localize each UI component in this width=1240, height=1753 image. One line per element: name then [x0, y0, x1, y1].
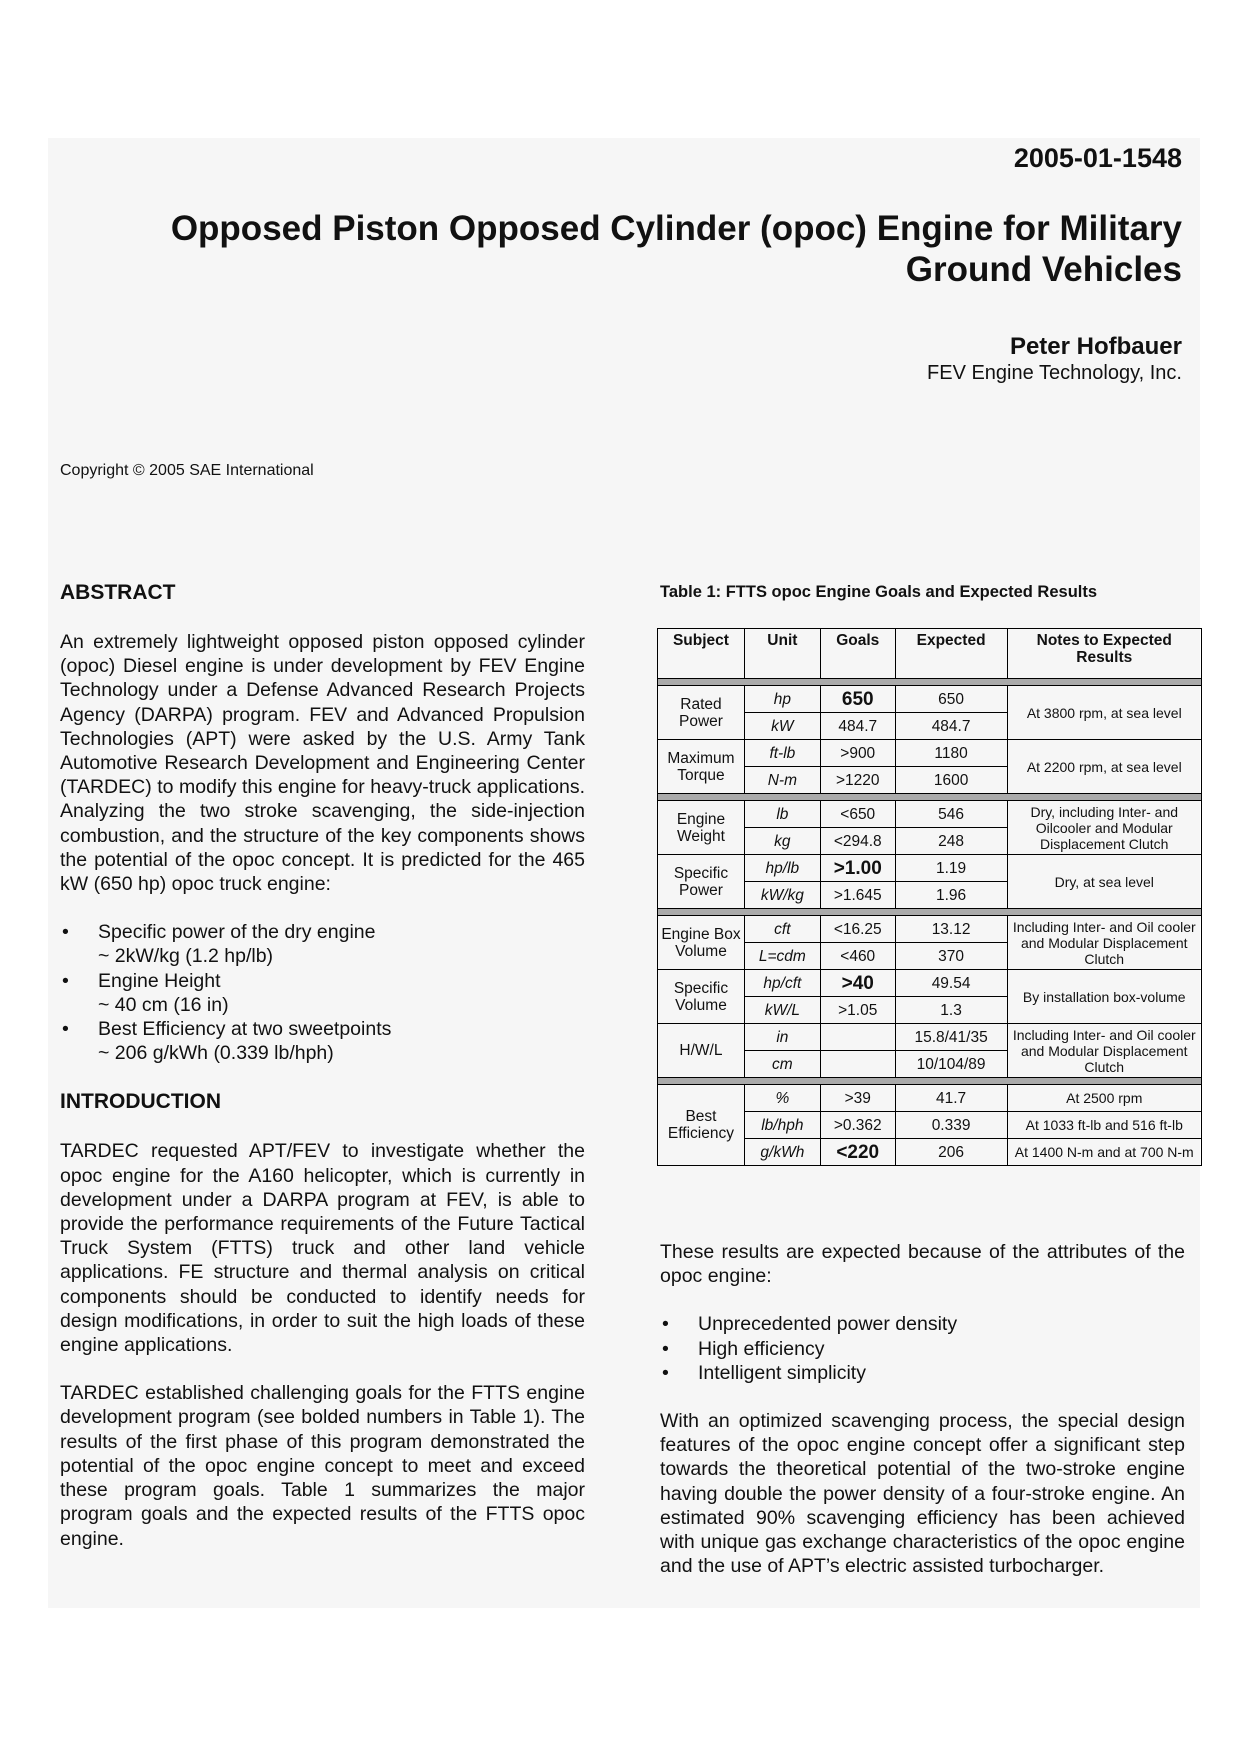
subject-cell: Specific Power — [658, 855, 745, 909]
unit-cell: hp/cft — [744, 970, 820, 997]
table-separator — [658, 909, 1202, 916]
table-row — [658, 1024, 1202, 1051]
results-bullet: • Unprecedented power density — [660, 1312, 1185, 1336]
subject-cell: Best Efficiency — [658, 1085, 745, 1166]
goal-cell: >900 — [820, 740, 895, 767]
results-table-wrapper — [657, 628, 1202, 1166]
goal-cell: >1220 — [820, 767, 895, 794]
unit-cell: L=cdm — [744, 943, 820, 970]
subject-cell: Engine Box Volume — [658, 916, 745, 970]
unit-cell: kg — [744, 828, 820, 855]
table-row — [658, 740, 1202, 767]
bullet-label: • Engine Height — [98, 969, 221, 992]
results-intro: These results are expected because of the attributes of the opoc engine: — [660, 1241, 1185, 1288]
expected-cell: 1.3 — [895, 997, 1007, 1024]
table-row — [658, 801, 1202, 828]
note-cell: By installation box-volume — [1007, 970, 1202, 1024]
author-affiliation: FEV Engine Technology, Inc. — [927, 362, 1182, 384]
expected-cell: 650 — [895, 686, 1007, 713]
paper-id: 2005-01-1548 — [1013, 143, 1182, 173]
left-column — [60, 580, 585, 1551]
expected-cell: 1.96 — [895, 882, 1007, 909]
abstract-heading: ABSTRACT — [60, 581, 176, 604]
goal-cell: >0.362 — [820, 1112, 895, 1139]
goal-cell: 484.7 — [820, 713, 895, 740]
bullet-value: ~ 206 g/kWh (0.339 lb/hph) — [98, 1042, 334, 1065]
unit-cell: kW/L — [744, 997, 820, 1024]
table-separator — [658, 1078, 1202, 1085]
goal-cell: <460 — [820, 943, 895, 970]
unit-cell: in — [744, 1024, 820, 1051]
unit-cell: cft — [744, 916, 820, 943]
expected-cell: 484.7 — [895, 713, 1007, 740]
results-paragraph: With an optimized scavenging process, the special design features of the opoc engine concept offer a significant step towards the theoretical potential of the two-stroke engine having double the power density of a four-stroke engine. An estimated 90% scavenging efficiency has been achieved with unique gas exchange characteristics of the opoc engine and the use of APT’s electric assisted turbocharger. — [660, 1410, 1185, 1578]
goal-cell — [820, 1051, 895, 1078]
unit-cell: lb/hph — [744, 1112, 820, 1139]
subject-cell: Rated Power — [658, 686, 745, 740]
expected-cell: 248 — [895, 828, 1007, 855]
goal-cell: >40 — [820, 970, 895, 997]
unit-cell: N-m — [744, 767, 820, 794]
goal-cell: <16.25 — [820, 916, 895, 943]
note-cell: At 3800 rpm, at sea level — [1007, 686, 1202, 740]
expected-cell: 1.19 — [895, 855, 1007, 882]
note-cell: Including Inter- and Oil cooler and Modular Displacement Clutch — [1007, 916, 1202, 970]
results-bullet-list — [660, 1312, 1185, 1385]
note-cell: At 1400 N-m and at 700 N-m — [1007, 1139, 1202, 1166]
expected-cell: 206 — [895, 1139, 1007, 1166]
abstract-bullet-list — [60, 920, 585, 1065]
paper-title — [80, 208, 1182, 290]
table-row — [658, 1085, 1202, 1112]
introduction-paragraph-2: TARDEC established challenging goals for the FTTS engine development program (see bolded numbers in Table 1). The results of the first phase of this program demonstrated the potential of the opoc engine concept to meet and exceed these program goals. Table 1 summarizes the major program goals and the expected results of the FTTS opoc engine. — [60, 1382, 585, 1550]
title-line-2: Ground Vehicles — [905, 250, 1182, 289]
introduction-paragraph-1: TARDEC requested APT/FEV to investigate whether the opoc engine for the A160 helicopter, which is currently in development under a DARPA program at FEV, is able to provide the performance requirements of the Future Tactical Truck System (FTTS) truck and other land vehicle applications. FE structure and thermal analysis on critical components should be conducted to identify needs for design modifications, in order to suit the high loads of these engine applications. — [60, 1140, 585, 1357]
author-name: Peter Hofbauer — [1009, 333, 1182, 360]
goal-cell: <220 — [820, 1139, 895, 1166]
header-subject: Subject — [658, 629, 745, 679]
header-goals: Goals — [820, 629, 895, 679]
subject-cell: Specific Volume — [658, 970, 745, 1024]
unit-cell: g/kWh — [744, 1139, 820, 1166]
table-row — [658, 916, 1202, 943]
bullet-value: ~ 2kW/kg (1.2 hp/lb) — [98, 945, 274, 968]
results-bullet: • High efficiency — [660, 1337, 1185, 1361]
subject-cell: Engine Weight — [658, 801, 745, 855]
goal-cell: <294.8 — [820, 828, 895, 855]
unit-cell: kW — [744, 713, 820, 740]
expected-cell: 49.54 — [895, 970, 1007, 997]
goal-cell: >1.645 — [820, 882, 895, 909]
right-column-text — [660, 1240, 1185, 1578]
header-unit: Unit — [744, 629, 820, 679]
note-cell: Dry, including Inter- and Oilcooler and Modular Displacement Clutch — [1007, 801, 1202, 855]
bullet-value: ~ 40 cm (16 in) — [98, 993, 229, 1016]
expected-cell: 370 — [895, 943, 1007, 970]
introduction-heading: INTRODUCTION — [60, 1090, 221, 1114]
table-row — [658, 686, 1202, 713]
expected-cell: 15.8/41/35 — [895, 1024, 1007, 1051]
abstract-bullet — [60, 969, 585, 1017]
goal-cell: 650 — [820, 686, 895, 713]
expected-cell: 13.12 — [895, 916, 1007, 943]
unit-cell: hp — [744, 686, 820, 713]
subject-cell: Maximum Torque — [658, 740, 745, 794]
table-separator — [658, 679, 1202, 686]
unit-cell: kW/kg — [744, 882, 820, 909]
results-bullet: • Intelligent simplicity — [660, 1361, 1185, 1385]
results-table — [657, 628, 1202, 1166]
abstract-bullet — [60, 920, 585, 968]
note-cell: At 2500 rpm — [1007, 1085, 1202, 1112]
expected-cell: 10/104/89 — [895, 1051, 1007, 1078]
expected-cell: 0.339 — [895, 1112, 1007, 1139]
table-separator — [658, 794, 1202, 801]
unit-cell: cm — [744, 1051, 820, 1078]
goal-cell: >1.00 — [820, 855, 895, 882]
subject-cell: H/W/L — [658, 1024, 745, 1078]
bullet-label: • Best Efficiency at two sweetpoints — [98, 1018, 392, 1041]
header-expected: Expected — [895, 629, 1007, 679]
unit-cell: % — [744, 1085, 820, 1112]
goal-cell — [820, 1024, 895, 1051]
goal-cell: >39 — [820, 1085, 895, 1112]
table-row — [658, 855, 1202, 882]
expected-cell: 41.7 — [895, 1085, 1007, 1112]
expected-cell: 1180 — [895, 740, 1007, 767]
expected-cell: 1600 — [895, 767, 1007, 794]
table-row — [658, 970, 1202, 997]
header-notes: Notes to Expected Results — [1007, 629, 1202, 679]
abstract-paragraph: An extremely lightweight opposed piston opposed cylinder (opoc) Diesel engine is under development by FEV Engine Technology under a Defense Advanced Research Projects Agency (DARPA) program. FEV and Advanced Propulsion Technologies (APT) were asked by the U.S. Army Tank Automotive Research Development and Engineering Center (TARDEC) to modify this engine for heavy-truck applications. Analyzing the two stroke scavenging, the side-injection combustion, and the structure of the key components shows the potential of the opoc concept. It is predicted for the 465 kW (650 hp) opoc truck engine: — [60, 631, 585, 896]
copyright-notice: Copyright © 2005 SAE International — [60, 462, 314, 479]
unit-cell: ft-lb — [744, 740, 820, 767]
title-line-1: Opposed Piston Opposed Cylinder (opoc) Engine for Military — [170, 209, 1182, 248]
table-caption: Table 1: FTTS opoc Engine Goals and Expected Results — [660, 583, 1098, 601]
unit-cell: lb — [744, 801, 820, 828]
note-cell: Dry, at sea level — [1007, 855, 1202, 909]
note-cell: Including Inter- and Oil cooler and Modular Displacement Clutch — [1007, 1024, 1202, 1078]
goal-cell: <650 — [820, 801, 895, 828]
table-header-row — [658, 629, 1202, 679]
abstract-bullet — [60, 1017, 585, 1065]
bullet-label: • Specific power of the dry engine — [98, 921, 376, 944]
goal-cell: >1.05 — [820, 997, 895, 1024]
unit-cell: hp/lb — [744, 855, 820, 882]
note-cell: At 1033 ft-lb and 516 ft-lb — [1007, 1112, 1202, 1139]
note-cell: At 2200 rpm, at sea level — [1007, 740, 1202, 794]
expected-cell: 546 — [895, 801, 1007, 828]
